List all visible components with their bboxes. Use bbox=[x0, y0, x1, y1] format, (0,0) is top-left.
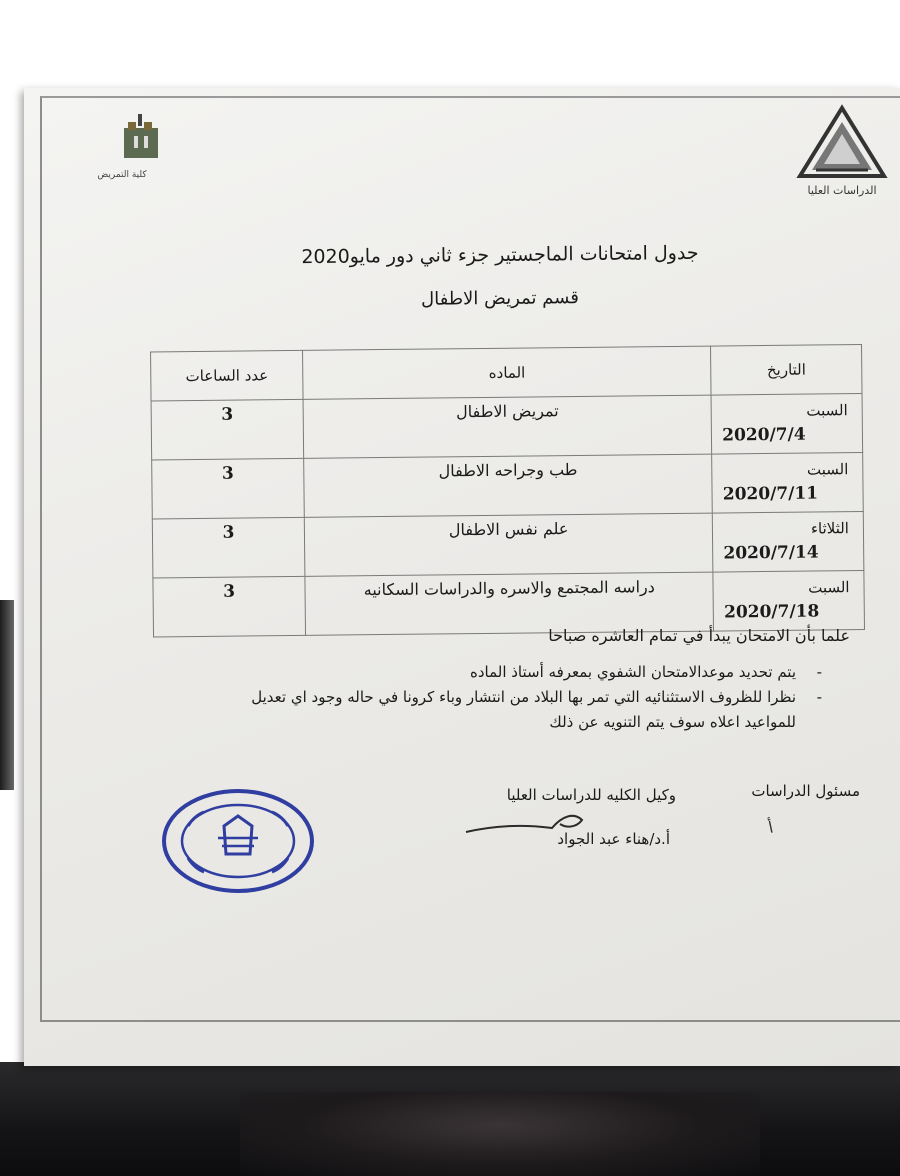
hours-cell: 3 bbox=[151, 399, 304, 460]
day-name: الثلاثاء bbox=[810, 519, 850, 538]
subject-cell: طب وجراحه الاطفال bbox=[304, 454, 713, 517]
table-row bbox=[152, 452, 864, 518]
left-logo-caption: كلية التمريض bbox=[97, 170, 147, 180]
exam-date: 2020/7/18 bbox=[723, 601, 820, 623]
note-text: نظرا للظروف الاستثنائيه التي تمر بها البلاد من انتشار وباء كرونا في حاله وجود اي تعديل للمواعيد اعلاه سوف يتم التنويه عن ذلك bbox=[251, 688, 796, 731]
header-hours: عدد الساعات bbox=[151, 350, 304, 401]
dash-bullet-icon: - bbox=[816, 688, 822, 706]
vice-dean-name: أ.د/هناء عبد الجواد bbox=[557, 830, 670, 848]
table-row bbox=[152, 511, 864, 577]
exam-date: 2020/7/11 bbox=[722, 483, 819, 505]
list-item bbox=[210, 685, 822, 735]
day-name: السبت bbox=[806, 401, 848, 420]
studies-officer-signature: أ bbox=[766, 817, 775, 838]
subject-cell: دراسه المجتمع والاسره والدراسات السكانيه bbox=[305, 572, 714, 635]
studies-officer-title: مسئول الدراسات bbox=[751, 782, 860, 800]
exam-date: 2020/7/14 bbox=[723, 542, 819, 564]
hours-cell: 3 bbox=[152, 517, 305, 578]
exam-schedule-table bbox=[150, 344, 865, 637]
day-name: السبت bbox=[806, 460, 849, 479]
header-date: التاريخ bbox=[711, 345, 862, 396]
list-item bbox=[210, 660, 822, 685]
vice-dean-title: وكيل الكليه للدراسات العليا bbox=[506, 786, 676, 804]
background-shadow bbox=[240, 1092, 760, 1176]
graduate-studies-logo-icon bbox=[796, 104, 888, 182]
subject-cell: تمريض الاطفال bbox=[303, 395, 712, 458]
official-stamp-icon bbox=[158, 786, 318, 896]
hours-cell: 3 bbox=[153, 576, 306, 637]
table-row bbox=[151, 394, 863, 460]
right-logo-caption: الدراسات العليا bbox=[807, 184, 877, 197]
notes-list bbox=[210, 660, 822, 735]
hours-cell: 3 bbox=[152, 458, 305, 519]
date-cell bbox=[713, 570, 864, 631]
date-cell bbox=[711, 394, 862, 455]
date-cell bbox=[713, 511, 864, 572]
document-title: جدول امتحانات الماجستير جزء ثاني دور مايو2020 bbox=[301, 241, 699, 269]
exam-start-note: علما بأن الامتحان يبدأ في تمام العاشره صباحا bbox=[548, 626, 850, 645]
subject-cell: علم نفس الاطفال bbox=[304, 513, 713, 576]
left-edge-shadow bbox=[0, 600, 14, 790]
note-text: يتم تحديد موعدالامتحان الشفوي بمعرفه أستاذ الماده bbox=[469, 663, 796, 681]
date-cell bbox=[712, 452, 863, 513]
header-subject: الماده bbox=[303, 346, 712, 399]
exam-date: 2020/7/4 bbox=[722, 424, 806, 446]
table-header-row bbox=[151, 345, 862, 401]
exam-schedule-table-wrapper bbox=[150, 344, 865, 637]
day-name: السبت bbox=[808, 578, 850, 597]
department-subtitle: قسم تمريض الاطفال bbox=[421, 287, 579, 310]
dash-bullet-icon: - bbox=[816, 663, 822, 681]
